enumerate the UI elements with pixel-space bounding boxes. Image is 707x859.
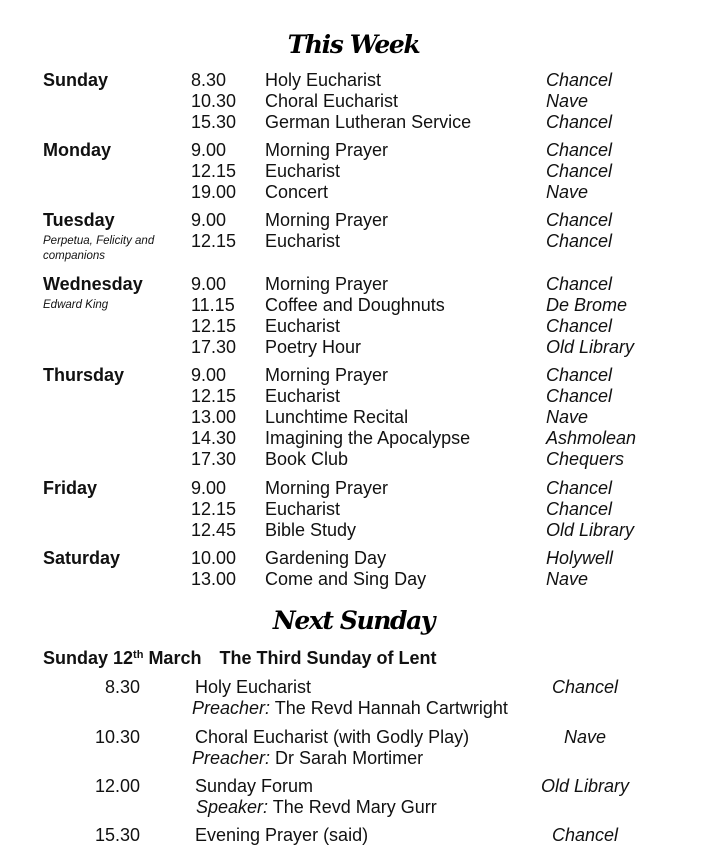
event-time: 13.00: [191, 407, 237, 427]
service-place: Chancel: [551, 825, 619, 845]
event-place: Chancel: [546, 386, 613, 406]
schedule-row: [0, 231, 707, 252]
event-time: 8.30: [191, 70, 227, 90]
event-place: Chancel: [546, 274, 613, 294]
service-speaker: [192, 748, 423, 769]
event-place: Chancel: [546, 161, 613, 181]
event-place: Chancel: [546, 316, 613, 336]
event-time: 11.15: [191, 295, 235, 315]
event-place: Holywell: [546, 548, 614, 568]
event-time: 12.15: [191, 161, 237, 181]
event-place: Chancel: [546, 210, 613, 230]
event-time: 12.15: [191, 231, 237, 251]
service-place: Nave: [563, 727, 607, 747]
schedule-row: [0, 365, 707, 386]
event-place: Nave: [546, 407, 589, 427]
event-event: Book Club: [265, 449, 349, 469]
service-event: Holy Eucharist: [195, 677, 312, 697]
event-place: Nave: [546, 182, 589, 202]
event-place: Chancel: [546, 140, 613, 160]
schedule-row: [0, 499, 707, 520]
event-event: Choral Eucharist: [265, 91, 399, 111]
event-time: 17.30: [191, 449, 237, 469]
service-speaker: [192, 698, 508, 719]
schedule-row: [0, 140, 707, 161]
schedule-row: [0, 70, 707, 91]
day-name: Sunday: [43, 70, 109, 90]
service-time: 8.30: [104, 677, 140, 697]
schedule-row: [0, 161, 707, 182]
event-time: 9.00: [191, 140, 227, 160]
day-name: Tuesday: [43, 210, 115, 230]
schedule-row: [0, 520, 707, 541]
event-time: 14.30: [191, 428, 237, 448]
event-place: Chancel: [546, 365, 613, 385]
event-event: Bible Study: [265, 520, 357, 540]
event-time: 12.15: [191, 499, 237, 519]
schedule-row: [0, 569, 707, 590]
speaker-name: The Revd Hannah Cartwright: [270, 698, 508, 718]
event-place: Nave: [546, 569, 589, 589]
event-place: Nave: [546, 91, 589, 111]
event-place: Chancel: [546, 112, 613, 132]
event-event: German Lutheran Service: [265, 112, 472, 132]
service-time: 10.30: [94, 727, 140, 747]
schedule-row: [0, 274, 707, 295]
schedule-row: [0, 295, 707, 316]
event-place: Chancel: [546, 499, 613, 519]
day-name: Thursday: [43, 365, 125, 385]
day-commemoration: Perpetua, Felicity and companions: [43, 235, 155, 262]
day-name: Saturday: [43, 548, 121, 568]
schedule-row: [0, 112, 707, 133]
schedule-row: [0, 316, 707, 337]
event-event: Eucharist: [265, 316, 341, 336]
event-time: 12.15: [191, 316, 237, 336]
service-speaker: [196, 797, 437, 818]
event-event: Eucharist: [265, 231, 341, 251]
event-place: Chancel: [546, 478, 613, 498]
schedule-row: [0, 337, 707, 358]
event-event: Eucharist: [265, 386, 341, 406]
speaker-role: Preacher:: [192, 748, 271, 768]
event-place: Old Library: [546, 520, 635, 540]
event-event: Morning Prayer: [265, 274, 389, 294]
day-commemoration: Edward King: [43, 299, 109, 311]
event-event: Concert: [265, 182, 329, 202]
event-place: Ashmolean: [546, 428, 637, 448]
event-event: Coffee and Doughnuts: [265, 295, 445, 315]
event-event: Morning Prayer: [265, 478, 389, 498]
event-event: Poetry Hour: [265, 337, 362, 357]
event-time: 13.00: [191, 569, 237, 589]
service-event: Choral Eucharist (with Godly Play): [195, 727, 470, 747]
event-time: 9.00: [191, 365, 227, 385]
schedule-row: [0, 478, 707, 499]
schedule-row: [0, 210, 707, 231]
schedule-row: [0, 182, 707, 203]
day-name: Monday: [43, 140, 112, 160]
service-time: 15.30: [94, 825, 140, 845]
service-time: 12.00: [94, 776, 140, 796]
event-place: Chancel: [546, 70, 613, 90]
service-place: Old Library: [540, 776, 630, 796]
speaker-name: The Revd Mary Gurr: [268, 797, 437, 817]
next-sunday-title: Next Sunday: [272, 606, 435, 635]
event-time: 17.30: [191, 337, 237, 357]
event-time: 10.30: [191, 91, 237, 111]
next-sunday-occasion: The Third Sunday of Lent: [219, 648, 437, 668]
event-time: 12.45: [191, 520, 237, 540]
next-sunday-date: Sunday 12: [43, 648, 134, 668]
event-place: Old Library: [546, 337, 635, 357]
speaker-name: Dr Sarah Mortimer: [270, 748, 424, 768]
event-event: Morning Prayer: [265, 140, 389, 160]
speaker-role: Speaker:: [196, 797, 269, 817]
service-event: Sunday Forum: [195, 776, 314, 796]
schedule-row: [0, 449, 707, 470]
event-time: 9.00: [191, 210, 227, 230]
speaker-role: Preacher:: [192, 698, 271, 718]
schedule-row: [0, 428, 707, 449]
event-time: 15.30: [191, 112, 237, 132]
schedule-row: [0, 548, 707, 569]
day-name: Friday: [43, 478, 98, 498]
event-event: Morning Prayer: [265, 210, 389, 230]
day-name: Wednesday: [43, 274, 143, 294]
schedule-row: [0, 386, 707, 407]
service-place: Chancel: [551, 677, 619, 697]
service-event: Evening Prayer (said): [195, 825, 369, 845]
event-event: Holy Eucharist: [265, 70, 382, 90]
event-event: Come and Sing Day: [265, 569, 427, 589]
schedule-row: [0, 91, 707, 112]
date-ordinal: th: [133, 649, 144, 661]
event-event: Eucharist: [265, 499, 341, 519]
event-place: De Brome: [546, 295, 628, 315]
this-week-title: This Week: [287, 30, 420, 59]
event-time: 10.00: [191, 548, 237, 568]
event-time: 9.00: [191, 274, 227, 294]
event-time: 12.15: [191, 386, 237, 406]
event-place: Chequers: [546, 449, 625, 469]
event-event: Morning Prayer: [265, 365, 389, 385]
next-sunday-heading: [43, 648, 436, 669]
event-event: Gardening Day: [265, 548, 387, 568]
event-time: 9.00: [191, 478, 227, 498]
event-time: 19.00: [191, 182, 237, 202]
event-event: Eucharist: [265, 161, 341, 181]
next-sunday-month: March: [143, 648, 202, 668]
event-event: Lunchtime Recital: [265, 407, 409, 427]
event-event: Imagining the Apocalypse: [265, 428, 471, 448]
schedule-row: [0, 407, 707, 428]
event-place: Chancel: [546, 231, 613, 251]
